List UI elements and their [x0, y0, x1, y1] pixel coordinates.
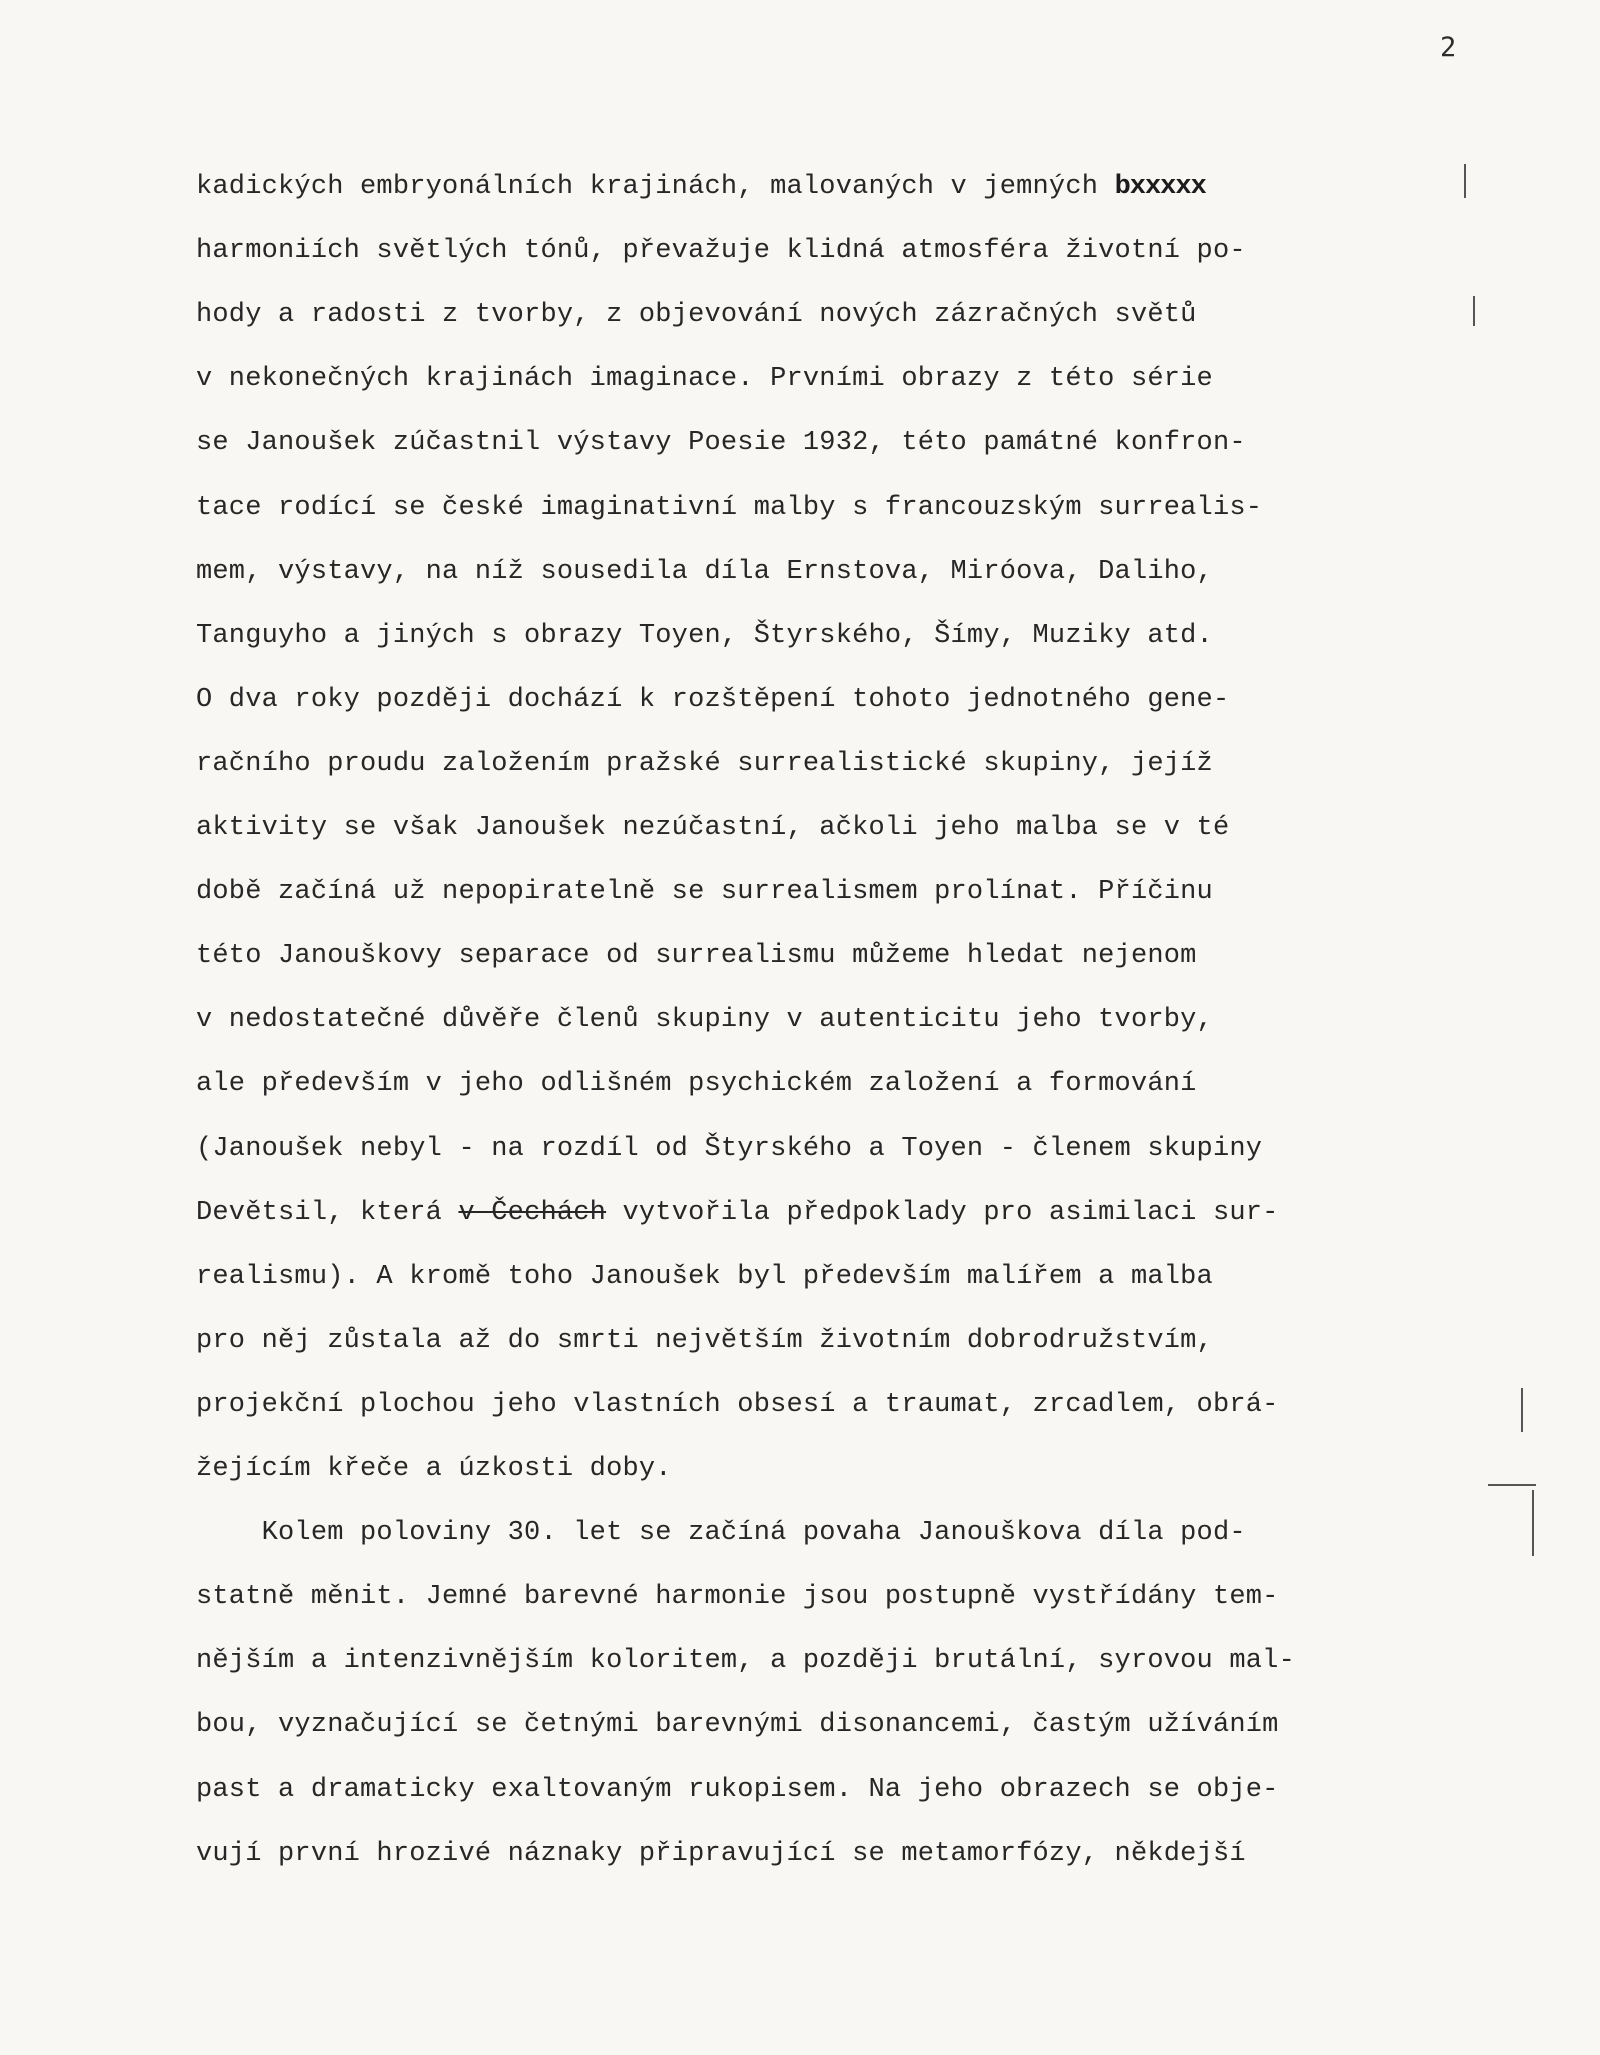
line-text: realismu). A kromě toho Janoušek byl především malířem a malba — [196, 1261, 1213, 1292]
line-text: tace rodící se české imaginativní malby s francouzským surrealis- — [196, 492, 1263, 523]
line-text: aktivity se však Janoušek nezúčastní, ačkoli jeho malba se v té — [196, 813, 1230, 843]
margin-mark — [1532, 1490, 1534, 1556]
text-line — [196, 234, 1246, 268]
line-text: v nedostatečné důvěře členů skupiny v autenticitu jeho tvorby, — [196, 1005, 1213, 1036]
text-line — [196, 1580, 1279, 1614]
line-text: této Janouškovy separace od surrealismu můžeme hledat nejenom — [196, 941, 1197, 972]
text-line — [196, 1773, 1279, 1807]
text-line — [196, 426, 1246, 460]
line-text: O dva roky později dochází k rozštěpení tohoto jednotného gene- — [196, 684, 1230, 715]
struck-through-text: v Čechách — [458, 1197, 607, 1228]
page-number: 2 — [1440, 32, 1457, 63]
line-text: žejícím křeče a úzkosti doby. — [196, 1454, 672, 1484]
text-line — [196, 1260, 1213, 1294]
line-text: vují první hrozivé náznaky připravující se metamorfózy, někdejší — [196, 1838, 1246, 1869]
text-line — [196, 1067, 1197, 1101]
text-line — [196, 1452, 672, 1486]
line-text: projekční plochou jeho vlastních obsesí a traumat, zrcadlem, obrá- — [196, 1389, 1279, 1420]
text-line — [196, 1196, 1279, 1230]
text-line — [196, 491, 1262, 525]
text-line — [196, 1708, 1279, 1742]
text-line — [196, 747, 1213, 781]
line-text: (Janoušek nebyl - na rozdíl od Štyrského a Toyen - členem skupiny — [196, 1133, 1263, 1164]
line-text: statně měnit. Jemné barevné harmonie jsou postupně vystřídány tem- — [196, 1582, 1279, 1613]
text-line — [196, 1644, 1295, 1678]
text-line — [196, 619, 1213, 653]
line-text: račního proudu založením pražské surrealistické skupiny, jejíž — [196, 748, 1213, 779]
text-line — [196, 555, 1213, 589]
text-line — [196, 683, 1229, 717]
text-line — [196, 1388, 1279, 1422]
text-line — [196, 811, 1229, 845]
text-line — [196, 1324, 1213, 1358]
line-text: past a dramaticky exaltovaným rukopisem. Na jeho obrazech se obje- — [196, 1774, 1279, 1805]
line-text: době začíná už nepopiratelně se surrealismem prolínat. Příčinu — [196, 877, 1213, 908]
margin-mark — [1488, 1484, 1536, 1486]
line-text: pro něj zůstala až do smrti největším životním dobrodružstvím, — [196, 1325, 1213, 1356]
line-text: harmoniích světlých tónů, převažuje klidná atmosféra životní po- — [196, 236, 1246, 267]
text-line — [196, 1516, 1246, 1550]
line-text: Kolem poloviny 30. let se začíná povaha Janouškova díla pod- — [196, 1518, 1246, 1549]
text-line — [196, 939, 1197, 973]
margin-mark — [1473, 296, 1475, 326]
margin-mark — [1521, 1388, 1523, 1432]
line-text: nějším a intenzivnějším koloritem, a později brutální, syrovou mal- — [196, 1646, 1295, 1677]
line-text: v nekonečných krajinách imaginace. Prvními obrazy z této série — [196, 364, 1213, 395]
line-text: kadických embryonálních krajinách, malovaných v jemných — [196, 172, 1115, 202]
text-line — [196, 362, 1213, 396]
line-text: bou, vyznačující se četnými barevnými disonancemi, častým užíváním — [196, 1710, 1279, 1741]
line-text: mem, výstavy, na níž sousedila díla Ernstova, Miróova, Daliho, — [196, 556, 1213, 587]
line-text: ale především v jeho odlišném psychickém založení a formování — [196, 1069, 1197, 1100]
line-text: se Janoušek zúčastnil výstavy Poesie 1932, této památné konfron- — [196, 428, 1246, 459]
text-line — [196, 170, 1206, 204]
line-text: Tanguyho a jiných s obrazy Toyen, Štyrského, Šímy, Muziky atd. — [196, 620, 1213, 651]
typed-over-word: bxxxxx — [1114, 172, 1206, 202]
text-line — [196, 1837, 1246, 1871]
text-line — [196, 298, 1197, 332]
text-line — [196, 1003, 1213, 1037]
line-text-continued: vytvořila předpoklady pro asimilaci sur- — [606, 1197, 1279, 1228]
margin-mark — [1464, 164, 1466, 198]
text-line — [196, 1132, 1262, 1166]
line-text: Devětsil, která — [196, 1197, 459, 1228]
text-line — [196, 875, 1213, 909]
line-text: hody a radosti z tvorby, z objevování nových zázračných světů — [196, 300, 1197, 331]
